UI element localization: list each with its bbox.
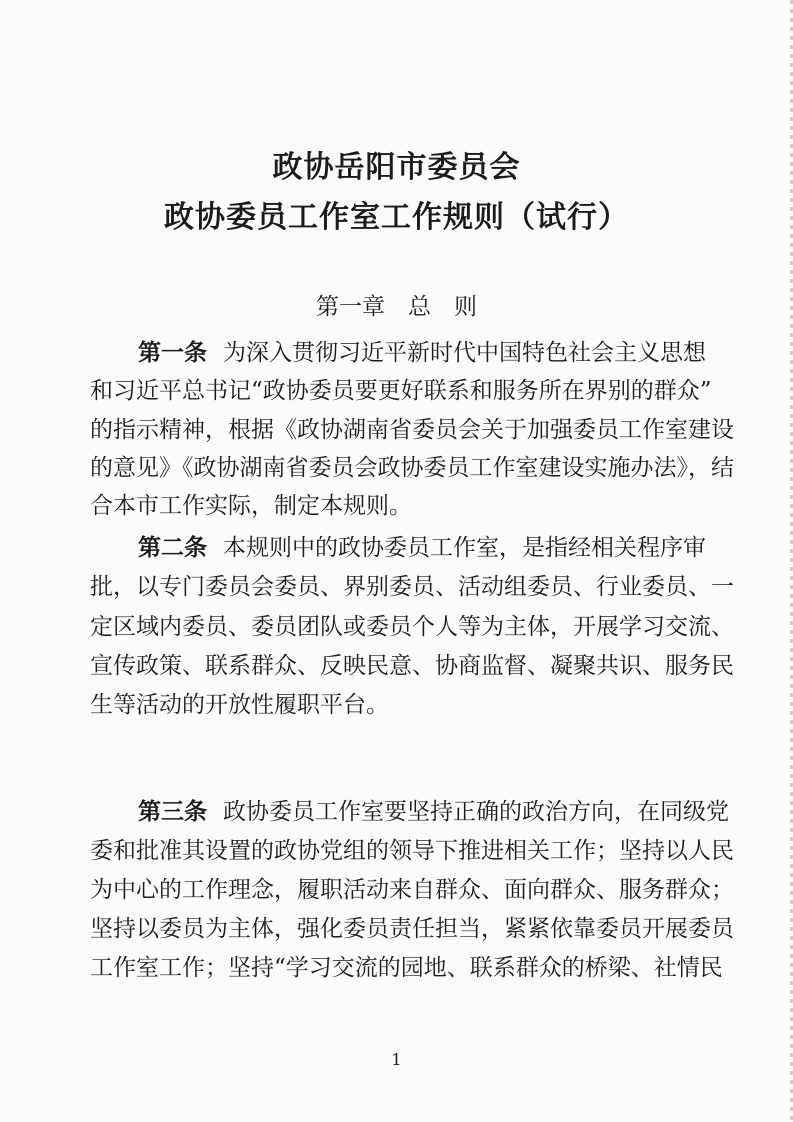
page-number: 1 bbox=[391, 1050, 402, 1069]
article-text: 政协委员工作室要坚持正确的政治方向，在同级党 bbox=[223, 799, 729, 825]
article-text: 为深入贯彻习近平新时代中国特色社会主义思想 bbox=[223, 340, 706, 366]
article-line: 委和批准其设置的政协党组的领导下推进相关工作；坚持以人民 bbox=[90, 838, 734, 864]
chapter-heading: 第一章 总 则 bbox=[316, 294, 477, 320]
doc-title-line2: 政协委员工作室工作规则（试行） bbox=[164, 200, 629, 235]
article-line: 定区域内委员、委员团队或委员个人等为主体，开展学习交流、 bbox=[90, 614, 734, 640]
article-number: 第一条 bbox=[138, 339, 207, 366]
article-line: 为中心的工作理念，履职活动来自群众、面向群众、服务群众； bbox=[90, 877, 734, 903]
article-line: 宣传政策、联系群众、反映民意、协商监督、凝聚共识、服务民 bbox=[90, 653, 734, 679]
article-line: 和习近平总书记“政协委员要更好联系和服务所在界别的群众” bbox=[90, 378, 712, 404]
article-first-line bbox=[138, 533, 706, 563]
article-number: 第三条 bbox=[138, 798, 207, 825]
article-number: 第二条 bbox=[138, 534, 207, 561]
article-first-line bbox=[138, 797, 729, 827]
article-first-line bbox=[138, 338, 706, 368]
article-line: 合本市工作实际，制定本规则。 bbox=[90, 493, 412, 519]
article-line: 批，以专门委员会委员、界别委员、活动组委员、行业委员、一 bbox=[90, 574, 734, 600]
article-line: 坚持以委员为主体，强化委员责任担当，紧紧依靠委员开展委员 bbox=[90, 916, 734, 942]
article-text: 本规则中的政协委员工作室，是指经相关程序审 bbox=[223, 535, 706, 561]
article-line: 的指示精神，根据《政协湖南省委员会关于加强委员工作室建设 bbox=[90, 417, 734, 443]
article-line: 的意见》《政协湖南省委员会政协委员工作室建设实施办法》，结 bbox=[90, 455, 734, 481]
article-line: 工作室工作；坚持“学习交流的园地、联系群众的桥梁、社情民 bbox=[90, 955, 723, 981]
article-line: 生等活动的开放性履职平台。 bbox=[90, 692, 389, 718]
doc-title-line1: 政协岳阳市委员会 bbox=[272, 150, 521, 185]
